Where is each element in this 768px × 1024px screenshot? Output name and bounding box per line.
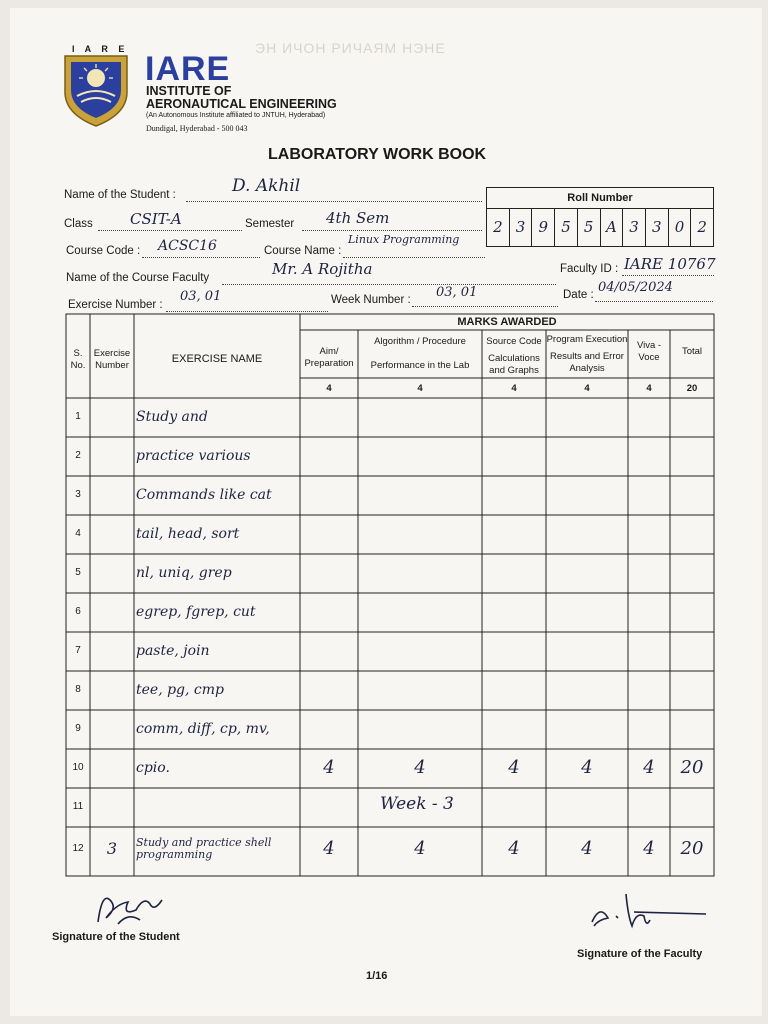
roll-digit: 5 bbox=[577, 208, 600, 246]
cell-algo: 4 bbox=[414, 757, 426, 779]
course-code-value: ACSC16 bbox=[158, 238, 217, 254]
col-exercise-name-header: EXERCISE NAME bbox=[171, 353, 263, 365]
cell-prog: 4 bbox=[581, 757, 593, 779]
affiliation-text: (An Autonomous Institute affiliated to JNTUH, Hyderabad) bbox=[146, 112, 326, 119]
cell-aim bbox=[300, 788, 358, 827]
faculty-id-label: Faculty ID : bbox=[560, 263, 619, 275]
cell-sno: 7 bbox=[75, 645, 81, 657]
cell-name: Study and practice shell programming bbox=[136, 836, 272, 861]
cell-algo bbox=[358, 710, 482, 749]
cell-name: tail, head, sort bbox=[136, 526, 240, 543]
cell-aim bbox=[300, 710, 358, 749]
faculty-name-label: Name of the Course Faculty bbox=[66, 272, 210, 284]
cell-src bbox=[482, 515, 546, 554]
cell-sno: 4 bbox=[75, 528, 81, 540]
roll-number-box bbox=[486, 187, 714, 247]
cell-total bbox=[670, 710, 714, 749]
cell-prog bbox=[546, 710, 628, 749]
cell-src bbox=[482, 593, 546, 632]
cell-exno bbox=[90, 593, 134, 632]
cell-sno: 8 bbox=[75, 684, 81, 696]
col-viva-header: Viva - Voce bbox=[636, 340, 662, 363]
course-code-line bbox=[142, 257, 260, 258]
cell-viva: 4 bbox=[643, 757, 655, 779]
cell-total bbox=[670, 593, 714, 632]
cell-algo bbox=[358, 515, 482, 554]
cell-prog bbox=[546, 788, 628, 827]
col-results-header: Results and Error Analysis bbox=[550, 351, 624, 374]
max-program-execution: 4 bbox=[584, 383, 590, 394]
max-viva: 4 bbox=[646, 383, 652, 394]
cell-name: tee, pg, cmp bbox=[136, 682, 224, 699]
class-value: CSIT-A bbox=[130, 210, 182, 228]
date-value: 04/05/2024 bbox=[598, 280, 673, 295]
col-total-header: Total bbox=[681, 346, 703, 357]
cell-total bbox=[670, 632, 714, 671]
roll-digit: 9 bbox=[531, 208, 554, 246]
roll-digit: 2 bbox=[493, 218, 503, 236]
col-aim-header: Aim/ Preparation bbox=[304, 346, 354, 369]
cell-aim bbox=[300, 554, 358, 593]
cell-total bbox=[670, 476, 714, 515]
class-line bbox=[98, 230, 242, 231]
cell-viva: 4 bbox=[643, 837, 655, 859]
student-signature-label: Signature of the Student bbox=[52, 931, 180, 943]
page-title: LABORATORY WORK BOOK bbox=[268, 146, 487, 163]
cell-total bbox=[670, 437, 714, 476]
max-algorithm: 4 bbox=[417, 383, 423, 394]
cell-total bbox=[670, 671, 714, 710]
cell-aim bbox=[300, 671, 358, 710]
roll-digit: 2 bbox=[690, 208, 713, 246]
cell-viva bbox=[628, 710, 670, 749]
student-name-line bbox=[186, 201, 482, 202]
col-calculations-header: Calculations and Graphs bbox=[488, 353, 540, 376]
cell-viva bbox=[628, 632, 670, 671]
cell-name: cpio. bbox=[136, 760, 170, 777]
cell-viva bbox=[628, 437, 670, 476]
cell-aim bbox=[300, 398, 358, 437]
faculty-signature bbox=[586, 882, 716, 942]
cell-name bbox=[136, 788, 300, 827]
cell-exno bbox=[90, 710, 134, 749]
date-label: Date : bbox=[563, 289, 594, 301]
cell-name: comm, diff, cp, mv, bbox=[136, 721, 270, 738]
cell-prog bbox=[546, 476, 628, 515]
cell-aim: 4 bbox=[323, 757, 335, 779]
cell-viva bbox=[628, 554, 670, 593]
roll-digit: 0 bbox=[668, 208, 691, 246]
cell-viva bbox=[628, 476, 670, 515]
cell-algo bbox=[358, 476, 482, 515]
cell-sno: 6 bbox=[75, 606, 81, 618]
exercise-number-line bbox=[166, 311, 328, 312]
cell-aim bbox=[300, 593, 358, 632]
cell-src: 4 bbox=[508, 837, 520, 859]
cell-name: egrep, fgrep, cut bbox=[136, 604, 256, 621]
cell-src bbox=[482, 554, 546, 593]
semester-value: 4th Sem bbox=[326, 209, 390, 227]
logo-top-text: I A R E bbox=[72, 44, 129, 54]
col-source-code-header: Source Code bbox=[486, 336, 542, 347]
iare-logo bbox=[55, 42, 137, 132]
cell-name: Study and bbox=[136, 409, 208, 426]
semester-label: Semester bbox=[245, 218, 295, 230]
faculty-name-value: Mr. A Rojitha bbox=[272, 260, 373, 278]
cell-algo bbox=[358, 437, 482, 476]
cell-src bbox=[482, 437, 546, 476]
institute-line-1: INSTITUTE OF bbox=[146, 84, 232, 98]
cell-algo: 4 bbox=[414, 837, 426, 859]
cell-exno bbox=[90, 749, 134, 788]
cell-name: paste, join bbox=[136, 643, 210, 660]
cell-prog bbox=[546, 593, 628, 632]
cell-sno: 9 bbox=[75, 723, 81, 735]
cell-exno bbox=[90, 437, 134, 476]
roll-digit: A bbox=[600, 208, 623, 246]
page-number: 1/16 bbox=[366, 970, 388, 982]
cell-total bbox=[670, 788, 714, 827]
roll-digit: 3 bbox=[645, 208, 668, 246]
date-line bbox=[595, 301, 713, 302]
cell-exno bbox=[90, 515, 134, 554]
col-program-execution-header: Program Execution bbox=[546, 334, 628, 345]
cell-src bbox=[482, 476, 546, 515]
cell-sno: 10 bbox=[72, 762, 84, 774]
cell-prog bbox=[546, 632, 628, 671]
week-number-label: Week Number : bbox=[331, 294, 411, 306]
col-performance-header: Performance in the Lab bbox=[370, 360, 470, 371]
week-number-value: 03, 01 bbox=[436, 285, 478, 300]
cell-total bbox=[670, 515, 714, 554]
faculty-id-line bbox=[622, 275, 714, 276]
cell-sno: 5 bbox=[75, 567, 81, 579]
cell-sno: 3 bbox=[75, 489, 81, 501]
max-total: 20 bbox=[686, 383, 698, 394]
roll-number-digits bbox=[487, 208, 713, 246]
cell-viva bbox=[628, 671, 670, 710]
week-number-line bbox=[412, 306, 558, 307]
student-name-value: D. Akhil bbox=[232, 176, 301, 196]
cell-exno bbox=[90, 554, 134, 593]
cell-prog bbox=[546, 398, 628, 437]
cell-src bbox=[482, 632, 546, 671]
cell-src: 4 bbox=[508, 757, 520, 779]
cell-prog bbox=[546, 671, 628, 710]
cell-name: Commands like cat bbox=[136, 487, 272, 504]
marks-awarded-header: MARKS AWARDED bbox=[457, 316, 557, 328]
student-signature bbox=[88, 882, 188, 932]
cell-algo bbox=[358, 554, 482, 593]
cell-prog bbox=[546, 515, 628, 554]
course-code-label: Course Code : bbox=[66, 245, 141, 257]
bleed-through-heading: ЭН ИЧОН РИЧАЯМ НЭНЕ bbox=[255, 40, 446, 56]
cell-aim bbox=[300, 515, 358, 554]
cell-total bbox=[670, 554, 714, 593]
week-3-note: Week - 3 bbox=[380, 794, 454, 814]
cell-aim bbox=[300, 437, 358, 476]
faculty-signature-label: Signature of the Faculty bbox=[577, 948, 703, 960]
class-label: Class bbox=[64, 218, 93, 230]
cell-sno: 11 bbox=[72, 801, 84, 813]
cell-name: nl, uniq, grep bbox=[136, 565, 232, 582]
cell-algo bbox=[358, 632, 482, 671]
faculty-name-line bbox=[222, 284, 556, 285]
exercise-number-value: 03, 01 bbox=[180, 289, 222, 304]
cell-viva bbox=[628, 398, 670, 437]
col-exercise-number-header: Exercise Number bbox=[93, 348, 131, 371]
cell-exno bbox=[90, 476, 134, 515]
cell-src bbox=[482, 710, 546, 749]
cell-aim bbox=[300, 476, 358, 515]
cell-exno bbox=[90, 671, 134, 710]
cell-total: 20 bbox=[680, 757, 704, 779]
cell-name: practice various bbox=[136, 448, 251, 465]
course-name-line bbox=[343, 257, 485, 258]
col-algorithm-header: Algorithm / Procedure bbox=[374, 336, 466, 347]
cell-viva bbox=[628, 788, 670, 827]
address-text: Dundigal, Hyderabad - 500 043 bbox=[146, 124, 248, 133]
cell-sno: 1 bbox=[75, 411, 81, 423]
institute-line-2: AERONAUTICAL ENGINEERING bbox=[146, 97, 337, 111]
cell-src bbox=[482, 788, 546, 827]
cell-prog: 4 bbox=[581, 837, 593, 859]
exercise-number-label: Exercise Number : bbox=[68, 299, 163, 311]
max-source-code: 4 bbox=[511, 383, 517, 394]
cell-total: 20 bbox=[680, 837, 704, 859]
cell-sno: 12 bbox=[72, 842, 84, 854]
cell-aim bbox=[300, 632, 358, 671]
cell-src bbox=[482, 398, 546, 437]
cell-viva bbox=[628, 515, 670, 554]
roll-number-label: Roll Number bbox=[487, 188, 713, 209]
col-sno-header: S. No. bbox=[70, 348, 86, 371]
cell-exno: 3 bbox=[106, 838, 118, 858]
cell-src bbox=[482, 671, 546, 710]
faculty-id-value: IARE 10767 bbox=[624, 255, 716, 273]
course-name-value: Linux Programming bbox=[348, 233, 460, 246]
course-name-label: Course Name : bbox=[264, 245, 342, 257]
brand-name: IARE bbox=[145, 50, 231, 88]
cell-exno bbox=[90, 632, 134, 671]
cell-algo bbox=[358, 398, 482, 437]
cell-algo bbox=[358, 671, 482, 710]
cell-viva bbox=[628, 593, 670, 632]
cell-prog bbox=[546, 554, 628, 593]
cell-aim: 4 bbox=[323, 837, 335, 859]
cell-exno bbox=[90, 398, 134, 437]
cell-sno: 2 bbox=[75, 450, 81, 462]
semester-line bbox=[302, 230, 482, 231]
cell-algo bbox=[358, 593, 482, 632]
max-aim: 4 bbox=[326, 383, 332, 394]
roll-digit: 3 bbox=[509, 208, 532, 246]
cell-total bbox=[670, 398, 714, 437]
cell-prog bbox=[546, 437, 628, 476]
student-name-label: Name of the Student : bbox=[64, 189, 176, 201]
roll-digit: 3 bbox=[622, 208, 645, 246]
roll-digit: 5 bbox=[554, 208, 577, 246]
cell-exno bbox=[90, 788, 134, 827]
